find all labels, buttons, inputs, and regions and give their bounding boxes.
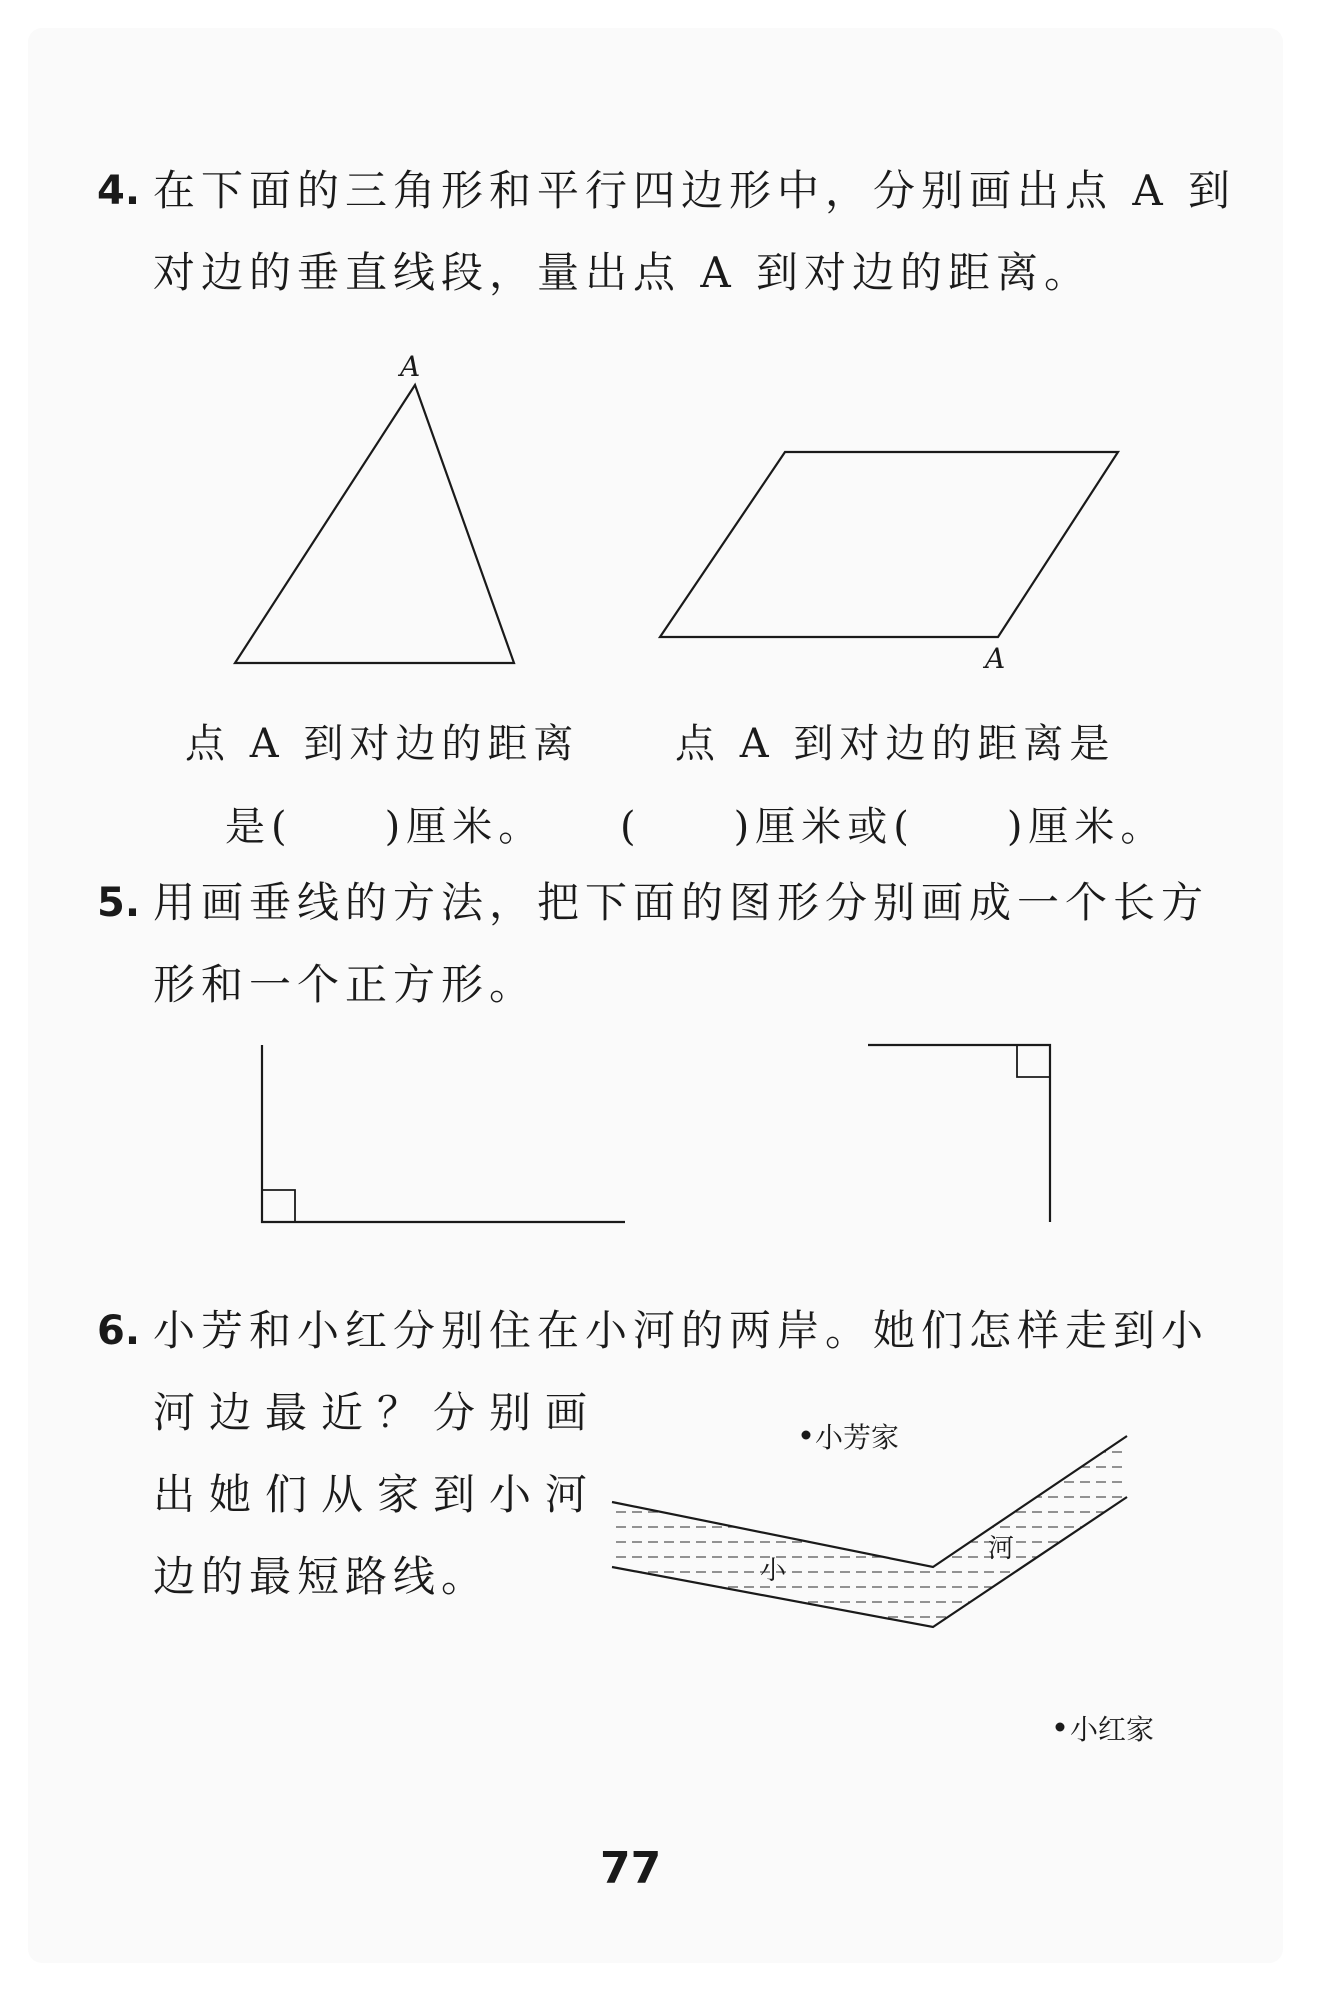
triangle-shape (235, 385, 514, 663)
question-text-line2: 形和一个正方形。 (153, 960, 538, 1009)
xiaohong-home-dot (1056, 1723, 1065, 1732)
answer-left-line2: 是( )厘米。 (225, 804, 545, 850)
river-figure (600, 1431, 1140, 1732)
river-label-he: 河 (988, 1534, 1015, 1564)
question-text-line1: 小芳和小红分别住在小河的两岸。她们怎样走到小 (153, 1306, 1210, 1355)
answer-left-line1: 点 A 到对边的距离 (185, 721, 580, 767)
question-text-line2: 对边的垂直线段，量出点 A 到对边的距离。 (153, 248, 1093, 297)
question-text-line2: 河边最近？分别画 (153, 1388, 602, 1437)
xiaofang-home-dot (802, 1431, 811, 1440)
question-text-line3: 出她们从家到小河 (153, 1470, 602, 1519)
question-text-line4: 边的最短路线。 (153, 1552, 490, 1601)
answer-right-line1: 点 A 到对边的距离是 (675, 721, 1116, 767)
right-angle-shape-right (868, 1045, 1050, 1222)
river-bank-lower (612, 1497, 1127, 1627)
page-number: 77 (600, 1843, 662, 1894)
river-label-xiao: 小 (760, 1556, 787, 1586)
question-number: 4. (97, 168, 141, 214)
right-angle-mark-left (262, 1190, 295, 1222)
question-text-line1: 在下面的三角形和平行四边形中，分别画出点 A 到 (153, 166, 1237, 215)
xiaofang-home-label: 小芳家 (815, 1421, 900, 1454)
question-text-line1: 用画垂线的方法，把下面的图形分别画成一个长方 (153, 878, 1210, 927)
right-angle-mark-right (1017, 1045, 1050, 1077)
parallelogram-shape (660, 452, 1118, 637)
xiaohong-home-label: 小红家 (1070, 1713, 1155, 1746)
parallelogram-vertex-label: A (985, 642, 1006, 675)
answer-right-line2: ( )厘米或( )厘米。 (620, 804, 1167, 850)
question-number: 5. (97, 880, 141, 926)
question-number: 6. (97, 1308, 141, 1354)
right-angle-shape-left (262, 1045, 625, 1222)
triangle-vertex-label: A (400, 350, 421, 383)
